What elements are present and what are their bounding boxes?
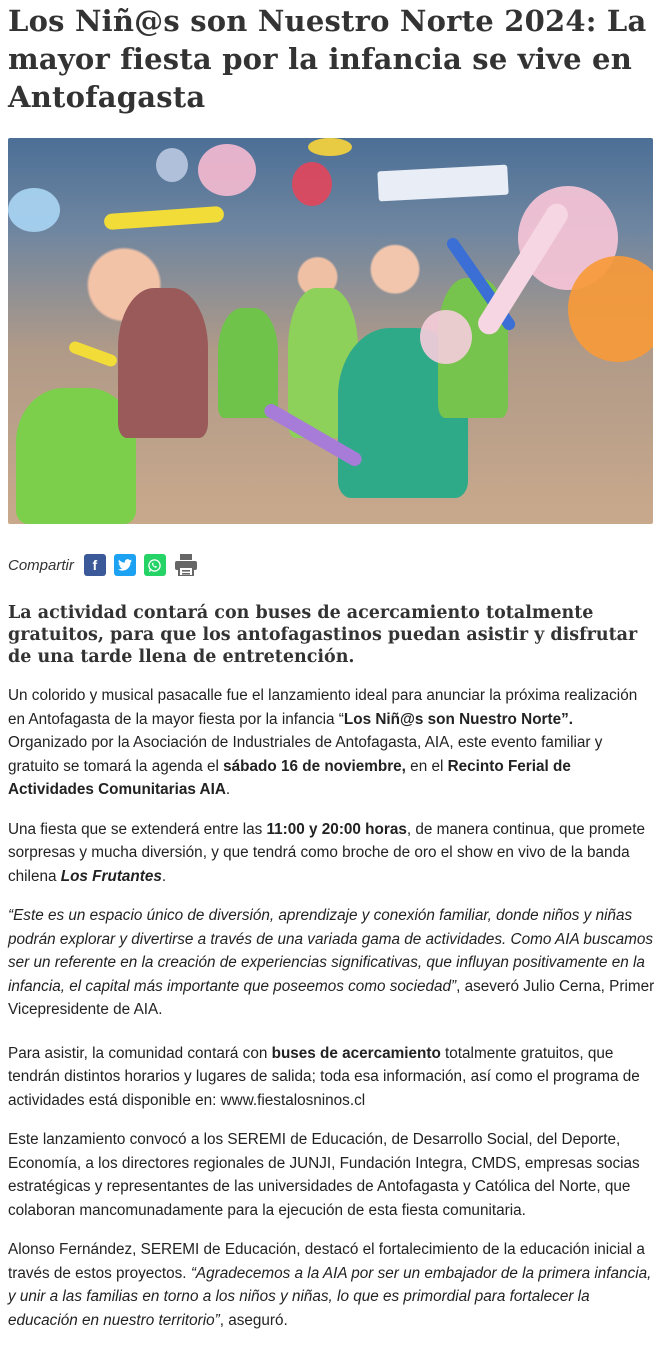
body-paragraph: Una fiesta que se extenderá entre las 11:00 y 20:00 horas, de manera continua, que promete sorpresas y mucha diversión, y que tendrá como broche de oro el show en vivo de la banda chilena Los Frutantes. (8, 820, 645, 885)
photo-balloon (568, 256, 653, 362)
body-paragraph: Para asistir, la comunidad contará con buses de acercamiento totalmente gratuitos, que tendrán distintos horarios y lugares de salida; toda esa información, así como el programa de actividades está disponible en: www.fiestalosninos.cl (8, 1044, 640, 1109)
article-title: Los Niñ@s son Nuestro Norte 2024: La mayor fiesta por la infancia se vive en Antofagasta (8, 4, 647, 114)
article (0, 2, 664, 1332)
photo-balloon (8, 188, 60, 232)
print-icon[interactable] (174, 553, 198, 577)
body-paragraph: Alonso Fernández, SEREMI de Educación, destacó el fortalecimiento de la educación inicial a través de estos proyectos. “Agradecemos a la AIA por ser un embajador de la primera infancia, y unir a las familias en torno a los niños y niñas, lo que es primordial para fortalecer la educación en nuestro territorio”, aseguró. (8, 1241, 652, 1329)
hero-photo (8, 138, 653, 524)
body-quote: “Este es un espacio único de diversión, aprendizaje y conexión familiar, donde niños y niñas podrán explorar y divertirse a través de una variada gama de actividades. Como AIA buscamos ser un referente en la creación de experiencias significativas, que influyan positivamente en la infancia, el capital más importante que poseemos como sociedad”, aseveró Julio Cerna, Primer Vicepresidente de AIA. (8, 907, 655, 1018)
article-lead: La actividad contará con buses de acercamiento totalmente gratuitos, para que los antofagastinos puedan asistir y disfrutar de una tarde llena de entretención. (8, 603, 638, 667)
photo-balloon (198, 144, 256, 196)
photo-balloon-stick (67, 340, 118, 368)
photo-balloon (156, 148, 188, 182)
photo-child-shirt (218, 308, 278, 418)
photo-balloon (292, 162, 332, 206)
photo-banner (377, 165, 508, 202)
share-bar (8, 552, 656, 578)
whatsapp-icon[interactable] (144, 554, 166, 576)
photo-balloon (308, 138, 352, 156)
share-label: Compartir (8, 556, 74, 574)
photo-balloon-stick (104, 206, 225, 230)
photo-child-shirt (118, 288, 208, 438)
body-paragraph: Un colorido y musical pasacalle fue el lanzamiento ideal para anunciar la próxima realización en Antofagasta de la mayor fiesta por la infancia “Los Niñ@s son Nuestro Norte”. Organizado por la Asociación de Industriales de Antofagasta, AIA, este evento familiar y gratuito se tomará la agenda el sábado 16 de noviembre, en el Recinto Ferial de Actividades Comunitarias AIA. (8, 687, 638, 798)
facebook-icon[interactable]: f (84, 554, 106, 576)
body-paragraph: Este lanzamiento convocó a los SEREMI de Educación, de Desarrollo Social, del Deporte, Economía, a los directores regionales de JUNJI, Fundación Integra, CMDS, empresas socias estratégicas y representantes de las universidades de Antofagasta y Católica del Norte, que colaboran mancomunadamente para la ejecución de esta fiesta comunitaria. (8, 1131, 640, 1219)
twitter-icon[interactable] (114, 554, 136, 576)
photo-balloon (420, 310, 472, 364)
